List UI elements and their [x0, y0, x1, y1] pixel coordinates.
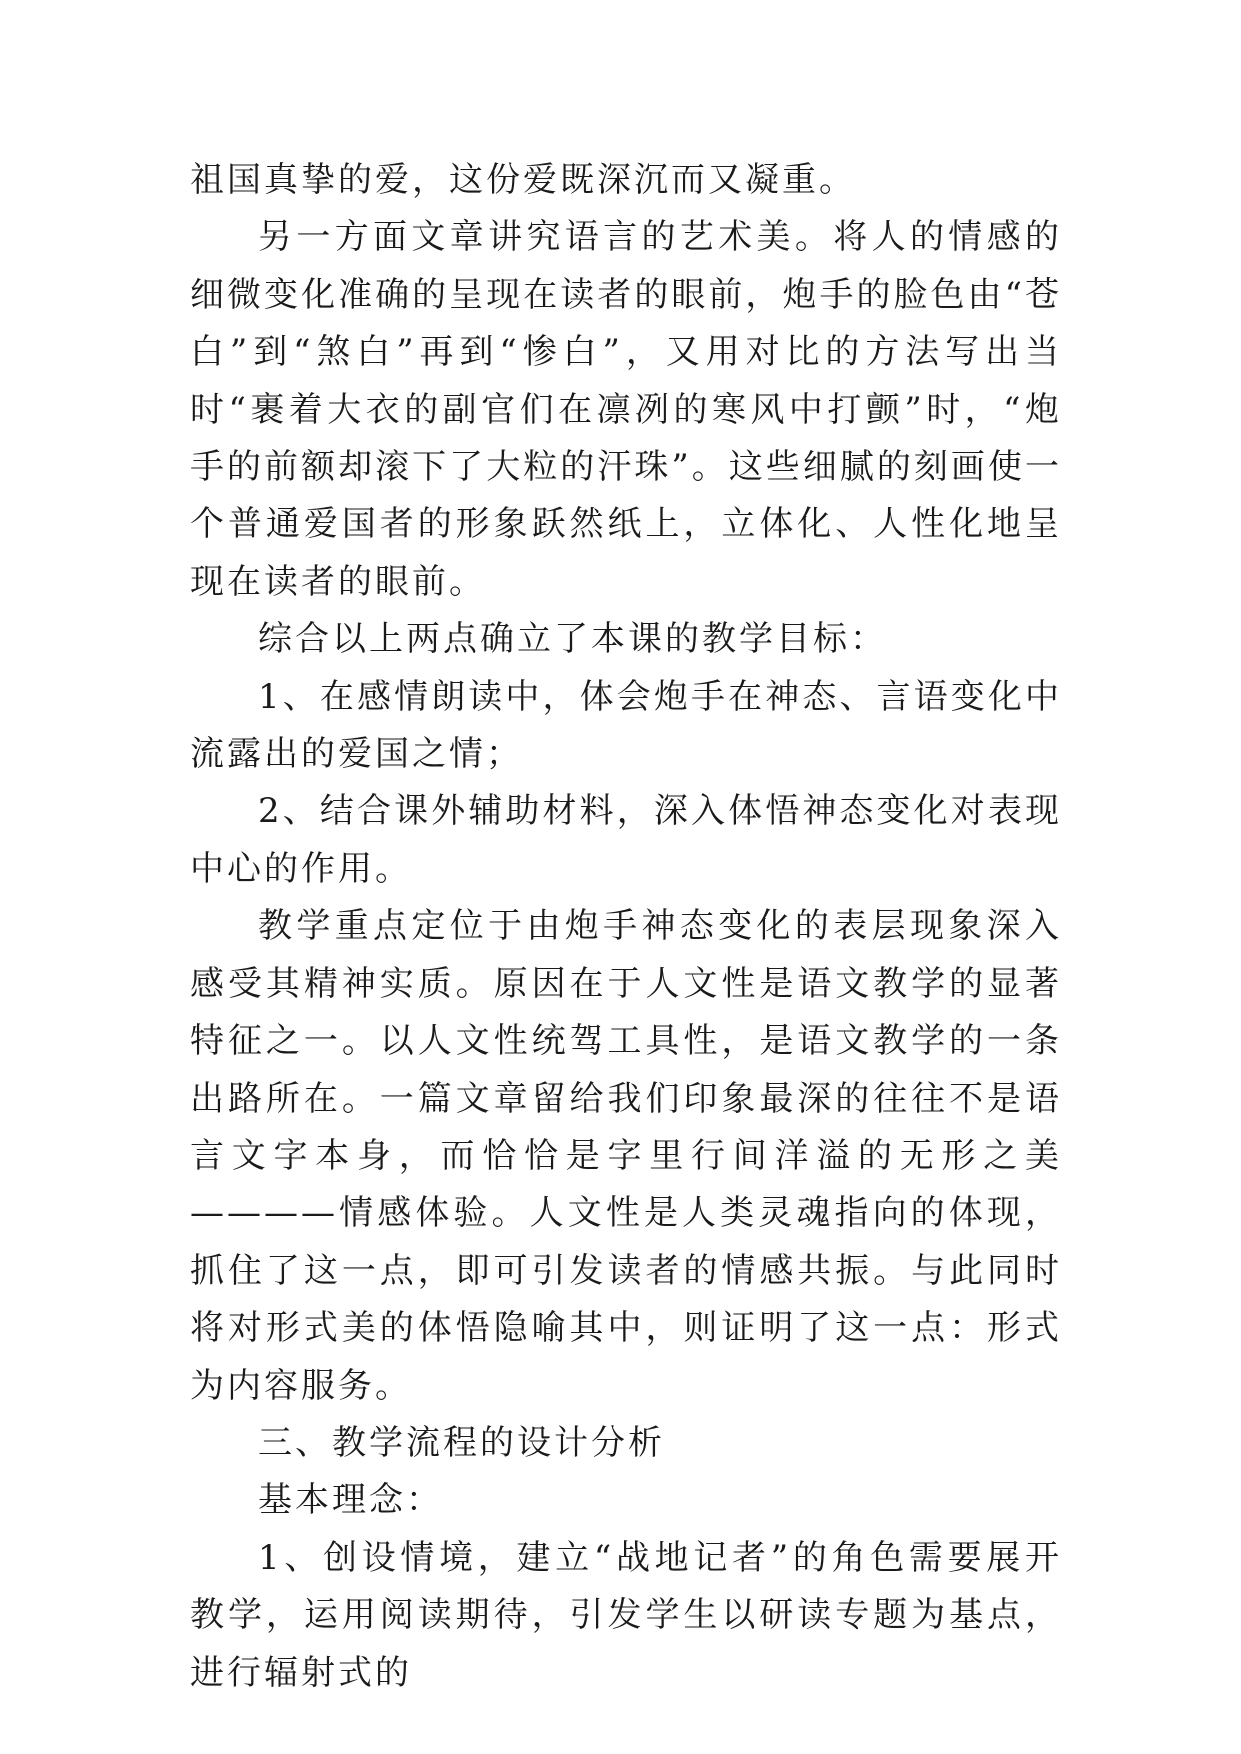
list-item: 1、创设情境，建立“战地记者”的角色需要展开教学，运用阅读期待，引发学生以研读专题为基点，进行辐射式的 — [190, 1537, 1062, 1693]
paragraph: 另一方面文章讲究语言的艺术美。将人的情感的细微变化准确的呈现在读者的眼前，炮手的脸色由“苍白”到“煞白”再到“惨白”，又用对比的方法写出当时“裹着大衣的副官们在凛冽的寒风中打颤”时，“炮手的前额却滚下了大粒的汗珠”。这些细腻的刻画使一个普通爱国者的形象跃然纸上，立体化、人性化地呈现在读者的眼前。 — [190, 217, 1062, 602]
paragraph: 祖国真挚的爱，这份爱既深沉而又凝重。 — [190, 160, 856, 200]
paragraph: 教学重点定位于由炮手神态变化的表层现象深入感受其精神实质。原因在于人文性是语文教学的显著特征之一。以人文性统驾工具性，是语文教学的一条出路所在。一篇文章留给我们印象最深的往往不是语言文字本身，而恰恰是字里行间洋溢的无形之美————情感体验。人文性是人类灵魂指向的体现，抓住了这一点，即可引发读者的情感共振。与此同时将对形式美的体悟隐喻其中，则证明了这一点：形式为内容服务。 — [190, 906, 1062, 1406]
list-item: 1、在感情朗读中，体会炮手在神态、言语变化中流露出的爱国之情； — [190, 676, 1062, 775]
subheading: 基本理念： — [258, 1480, 443, 1521]
list-item: 2、结合课外辅助材料，深入体悟神态变化对表现中心的作用。 — [190, 791, 1062, 889]
document-body — [190, 152, 1062, 1702]
section-heading: 三、教学流程的设计分析 — [258, 1422, 665, 1463]
paragraph: 综合以上两点确立了本课的教学目标： — [258, 619, 887, 660]
